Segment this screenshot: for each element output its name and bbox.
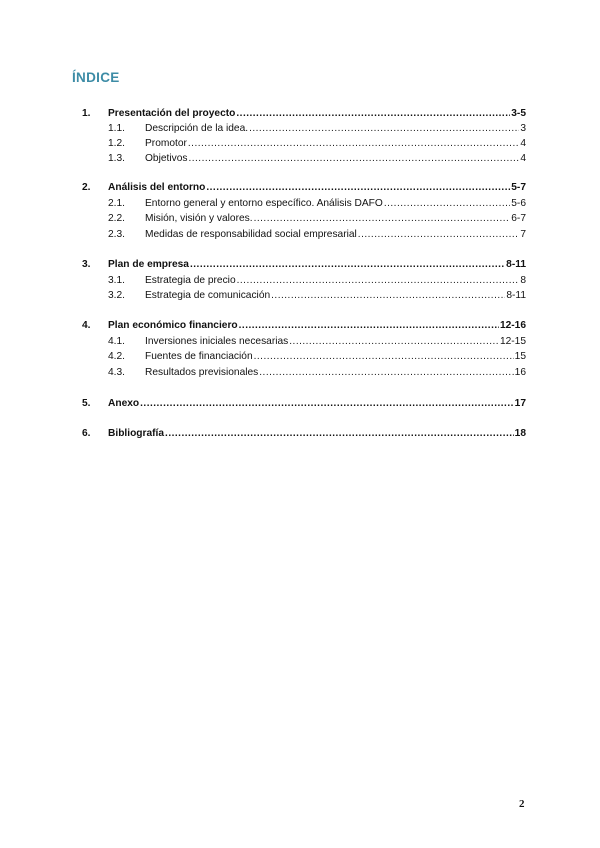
toc-section-number: 5. [82, 398, 91, 409]
toc-item-number: 2.2. [108, 213, 125, 224]
toc-item[interactable] [108, 197, 526, 210]
toc-section-pages: 18 [514, 428, 526, 439]
toc-item-pages: 12-15 [499, 336, 526, 347]
toc-item-pages: 8-11 [506, 290, 526, 301]
toc-section-number: 6. [82, 428, 91, 439]
toc-section-pages: 3-5 [511, 108, 526, 119]
toc-item-label: Objetivos [145, 153, 188, 164]
toc-item[interactable] [108, 274, 526, 287]
toc-section-label: Análisis del entorno [108, 182, 206, 193]
toc-item-pages: 4 [520, 153, 526, 164]
toc-item-number: 1.2. [108, 138, 125, 149]
toc-leader-dots [254, 212, 511, 225]
toc-leader-dots [249, 122, 519, 135]
toc-item-pages: 3 [520, 123, 526, 134]
toc-section-number: 2. [82, 182, 91, 193]
toc-section[interactable] [82, 258, 526, 271]
toc-section-pages: 5-7 [511, 182, 526, 193]
toc-item-label: Entorno general y entorno específico. Análisis DAFO [145, 198, 383, 209]
toc-item-pages: 15 [514, 351, 526, 362]
toc-leader-dots [384, 197, 510, 210]
toc-item-number: 4.1. [108, 336, 125, 347]
toc-item-pages: 8 [520, 275, 526, 286]
toc-item[interactable] [108, 152, 526, 165]
toc-item-label: Promotor [145, 138, 187, 149]
toc-section-pages: 8-11 [506, 259, 526, 270]
toc-section-pages: 12-16 [499, 320, 526, 331]
toc-section-label: Anexo [108, 398, 140, 409]
toc-item[interactable] [108, 228, 526, 241]
toc-item[interactable] [108, 366, 526, 379]
toc-item-label: Resultados previsionales [145, 367, 259, 378]
toc-item-pages: 4 [520, 138, 526, 149]
toc-item-number: 1.1. [108, 123, 125, 134]
toc-leader-dots [239, 319, 499, 332]
toc-section-label: Bibliografía [108, 428, 165, 439]
toc-item-number: 2.1. [108, 198, 125, 209]
toc-section-number: 3. [82, 259, 91, 270]
toc-item-number: 2.3. [108, 229, 125, 240]
toc-item-number: 4.2. [108, 351, 125, 362]
toc-leader-dots [237, 274, 520, 287]
toc-item[interactable] [108, 122, 526, 135]
toc-item-number: 1.3. [108, 153, 125, 164]
toc-section-number: 1. [82, 108, 91, 119]
toc-item-pages: 6-7 [511, 213, 526, 224]
toc-item[interactable] [108, 335, 526, 348]
toc-item-pages: 5-6 [511, 198, 526, 209]
toc-section-label: Presentación del proyecto [108, 108, 236, 119]
toc-section-number: 4. [82, 320, 91, 331]
toc-leader-dots [236, 107, 510, 120]
toc-item-label: Estrategia de comunicación [145, 290, 271, 301]
toc-section-pages: 17 [514, 398, 526, 409]
toc-section[interactable] [82, 397, 526, 410]
toc-leader-dots [358, 228, 520, 241]
toc-item-label: Inversiones iniciales necesarias [145, 336, 289, 347]
toc-item-pages: 7 [520, 229, 526, 240]
toc-section[interactable] [82, 427, 526, 440]
toc-item-label: Estrategia de precio [145, 275, 236, 286]
toc-item[interactable] [108, 350, 526, 363]
toc-item[interactable] [108, 212, 526, 225]
toc-leader-dots [254, 350, 514, 363]
toc-item-label: Misión, visión y valores. [145, 213, 253, 224]
toc-leader-dots [289, 335, 499, 348]
toc-item-label: Fuentes de financiación [145, 351, 253, 362]
toc-item-number: 4.3. [108, 367, 125, 378]
toc-leader-dots [206, 181, 510, 194]
toc-item-label: Medidas de responsabilidad social empresarial [145, 229, 357, 240]
toc-section-label: Plan económico financiero [108, 320, 238, 331]
toc-item[interactable] [108, 137, 526, 150]
toc-section[interactable] [82, 181, 526, 194]
toc-leader-dots [188, 137, 519, 150]
toc-section-label: Plan de empresa [108, 259, 189, 270]
toc-item-number: 3.2. [108, 290, 125, 301]
toc-item-number: 3.1. [108, 275, 125, 286]
toc-section[interactable] [82, 107, 526, 120]
toc-item[interactable] [108, 289, 526, 302]
toc-leader-dots [271, 289, 505, 302]
toc-leader-dots [190, 258, 505, 271]
index-title: ÍNDICE [72, 70, 120, 85]
toc-leader-dots [188, 152, 519, 165]
toc-item-label: Descripción de la idea. [145, 123, 249, 134]
toc-leader-dots [259, 366, 513, 379]
toc-leader-dots [165, 427, 514, 440]
toc-leader-dots [140, 397, 514, 410]
toc-section[interactable] [82, 319, 526, 332]
toc-item-pages: 16 [514, 367, 526, 378]
page-number: 2 [519, 798, 525, 810]
